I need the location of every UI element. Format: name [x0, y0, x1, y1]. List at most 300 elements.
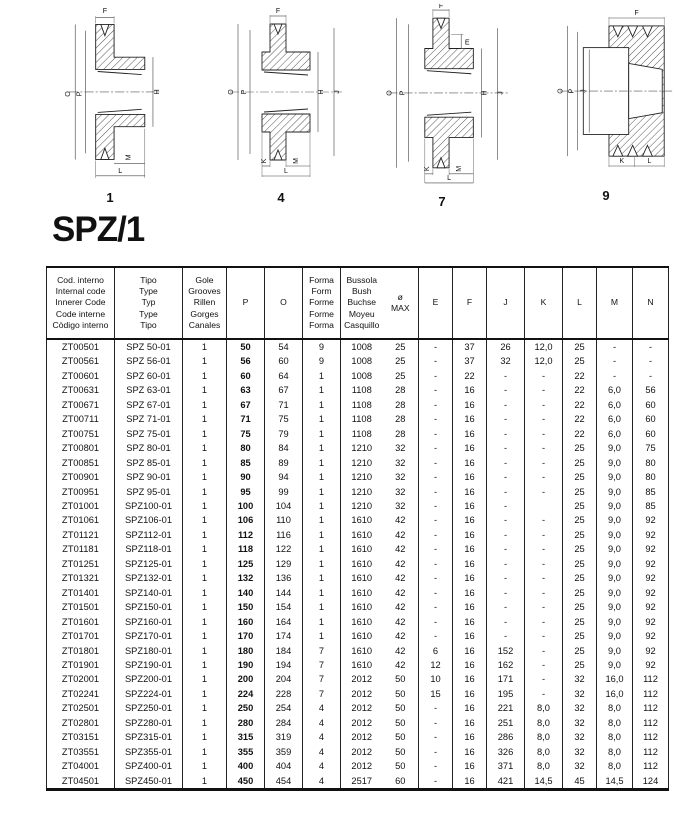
cell: 50 — [383, 701, 419, 715]
cell: 8,0 — [525, 701, 563, 715]
table-row — [47, 774, 669, 790]
cell: 132 — [227, 571, 265, 585]
cell: ZT03151 — [47, 730, 115, 744]
cell: 112 — [633, 687, 669, 701]
figure-number-7: 7 — [438, 194, 446, 209]
cell: 16 — [453, 485, 487, 499]
cell: 112 — [633, 701, 669, 715]
cell: 9 — [303, 354, 341, 368]
cell: - — [525, 485, 563, 499]
cell: 25 — [563, 354, 597, 368]
cell: 54 — [265, 339, 303, 354]
cell: - — [487, 398, 525, 412]
cell: 50 — [383, 745, 419, 759]
cell: 64 — [265, 369, 303, 383]
cell: 85 — [633, 499, 669, 513]
cell: 28 — [383, 398, 419, 412]
figure-number-1: 1 — [106, 190, 114, 205]
cell: 42 — [383, 644, 419, 658]
figure-number-9: 9 — [602, 188, 610, 203]
cell: ZT04001 — [47, 759, 115, 773]
cell: 1008 — [341, 339, 383, 354]
cell: 110 — [265, 513, 303, 527]
cell: 9,0 — [597, 586, 633, 600]
cell: - — [487, 369, 525, 383]
cell: 16 — [453, 701, 487, 715]
cell: 122 — [265, 542, 303, 556]
cell: 32 — [383, 441, 419, 455]
cell: 2517 — [341, 774, 383, 790]
cell: 6,0 — [597, 398, 633, 412]
cell: 22 — [563, 398, 597, 412]
cell: 25 — [563, 456, 597, 470]
cell: 25 — [563, 658, 597, 672]
svg-text:L: L — [447, 174, 452, 182]
cell: 32 — [563, 672, 597, 686]
cell: 25 — [383, 339, 419, 354]
cell: - — [419, 774, 453, 790]
cell: - — [419, 730, 453, 744]
cell: - — [525, 470, 563, 484]
cell: - — [419, 485, 453, 499]
cell: 16 — [453, 615, 487, 629]
cell: - — [633, 339, 669, 354]
cell: 90 — [227, 470, 265, 484]
cell: - — [419, 456, 453, 470]
cell: SPZ132-01 — [115, 571, 183, 585]
cell: 80 — [633, 456, 669, 470]
cell: 92 — [633, 571, 669, 585]
svg-text:J: J — [580, 89, 588, 93]
cell: 1 — [303, 470, 341, 484]
svg-text:L: L — [647, 158, 652, 166]
cell: 85 — [633, 485, 669, 499]
cell: - — [525, 672, 563, 686]
svg-text:M: M — [293, 158, 300, 164]
cell: 4 — [303, 730, 341, 744]
cell: 1 — [183, 441, 227, 455]
spec-table — [46, 266, 669, 791]
cell: 14,5 — [597, 774, 633, 790]
cell: 25 — [563, 586, 597, 600]
table-header — [47, 267, 669, 339]
cell: 28 — [383, 383, 419, 397]
cell: 67 — [227, 398, 265, 412]
cell: - — [419, 339, 453, 354]
cell: 50 — [383, 730, 419, 744]
cell: 16 — [453, 730, 487, 744]
cell: - — [597, 339, 633, 354]
cell: 106 — [227, 513, 265, 527]
cell: 1 — [183, 730, 227, 744]
cell: 454 — [265, 774, 303, 790]
cell: 94 — [265, 470, 303, 484]
cell: - — [419, 701, 453, 715]
cell: 1 — [183, 615, 227, 629]
cell: 56 — [633, 383, 669, 397]
table-row — [47, 441, 669, 455]
cell: 9,0 — [597, 615, 633, 629]
cell: 32 — [563, 759, 597, 773]
cell: - — [419, 759, 453, 773]
figure-form-4 — [206, 4, 356, 205]
cell: 1 — [183, 658, 227, 672]
cell: 1210 — [341, 441, 383, 455]
cell: ZT01601 — [47, 615, 115, 629]
cell: 9 — [303, 339, 341, 354]
cell: 16 — [453, 499, 487, 513]
cell: 1 — [303, 383, 341, 397]
cell: - — [525, 383, 563, 397]
pulley-drawing-form-7-icon — [366, 4, 518, 188]
figures-row — [0, 4, 680, 214]
cell: 1008 — [341, 354, 383, 368]
cell: 160 — [227, 615, 265, 629]
cell: 1 — [183, 369, 227, 383]
cell: 42 — [383, 600, 419, 614]
cell: - — [525, 687, 563, 701]
col-header-code: Cod. interno Internal code Innerer Code Code interne Còdigo interno — [47, 267, 115, 339]
svg-text:H: H — [153, 89, 162, 95]
cell: 254 — [265, 701, 303, 715]
cell: 84 — [265, 441, 303, 455]
cell: 80 — [227, 441, 265, 455]
cell: 8,0 — [597, 716, 633, 730]
cell: 200 — [227, 672, 265, 686]
cell: 116 — [265, 528, 303, 542]
pulley-drawing-form-4-icon — [206, 4, 356, 184]
cell: 99 — [265, 485, 303, 499]
col-header-f: F — [453, 267, 487, 339]
cell: 9,0 — [597, 485, 633, 499]
svg-text:M: M — [456, 165, 464, 172]
cell: ZT02001 — [47, 672, 115, 686]
cell: 404 — [265, 759, 303, 773]
cell: 92 — [633, 586, 669, 600]
cell: 1610 — [341, 600, 383, 614]
cell: SPZ125-01 — [115, 557, 183, 571]
cell: 100 — [227, 499, 265, 513]
cell: 16 — [453, 542, 487, 556]
cell: 1 — [303, 412, 341, 426]
cell: 26 — [487, 339, 525, 354]
cell: 1 — [183, 485, 227, 499]
svg-text:J: J — [497, 91, 505, 95]
svg-text:F: F — [438, 4, 444, 11]
cell: 50 — [383, 672, 419, 686]
cell: - — [487, 470, 525, 484]
cell: 2012 — [341, 730, 383, 744]
cell: 16 — [453, 513, 487, 527]
cell: 9,0 — [597, 528, 633, 542]
cell: 71 — [265, 398, 303, 412]
cell: SPZ 85-01 — [115, 456, 183, 470]
cell: 60 — [227, 369, 265, 383]
cell: - — [487, 513, 525, 527]
table-row — [47, 427, 669, 441]
cell: 8,0 — [525, 730, 563, 744]
cell: - — [525, 600, 563, 614]
cell: 32 — [563, 730, 597, 744]
table-row — [47, 528, 669, 542]
cell: 112 — [633, 745, 669, 759]
cell: 80 — [633, 470, 669, 484]
cell: 25 — [563, 615, 597, 629]
table-row — [47, 383, 669, 397]
cell: 1610 — [341, 513, 383, 527]
cell: ZT00561 — [47, 354, 115, 368]
svg-text:F: F — [634, 10, 639, 18]
cell: - — [419, 629, 453, 643]
cell: 42 — [383, 513, 419, 527]
cell: 16 — [453, 745, 487, 759]
cell: - — [419, 716, 453, 730]
cell: 32 — [563, 745, 597, 759]
cell: 1 — [183, 571, 227, 585]
table-row — [47, 354, 669, 368]
cell: 1 — [303, 513, 341, 527]
table-row — [47, 542, 669, 556]
cell: 7 — [303, 644, 341, 658]
cell: SPZ 80-01 — [115, 441, 183, 455]
cell: 16 — [453, 658, 487, 672]
cell: 8,0 — [525, 759, 563, 773]
cell: - — [487, 615, 525, 629]
cell: 16 — [453, 412, 487, 426]
cell: 319 — [265, 730, 303, 744]
cell: 6,0 — [597, 412, 633, 426]
cell: - — [419, 383, 453, 397]
cell: 4 — [303, 701, 341, 715]
cell: 250 — [227, 701, 265, 715]
svg-text:K: K — [619, 158, 625, 166]
cell: 16 — [453, 383, 487, 397]
cell: 2012 — [341, 672, 383, 686]
table-row — [47, 745, 669, 759]
cell: SPZ224-01 — [115, 687, 183, 701]
cell: 152 — [487, 644, 525, 658]
cell: 1 — [183, 427, 227, 441]
cell: ZT00901 — [47, 470, 115, 484]
cell: 60 — [633, 412, 669, 426]
cell: 1008 — [341, 369, 383, 383]
cell: - — [419, 557, 453, 571]
cell: - — [419, 615, 453, 629]
cell: 16 — [453, 759, 487, 773]
cell: - — [419, 398, 453, 412]
svg-text:K: K — [423, 166, 431, 172]
col-header-k: K — [525, 267, 563, 339]
table-row — [47, 398, 669, 412]
cell: 2012 — [341, 701, 383, 715]
cell: 9,0 — [597, 629, 633, 643]
cell: 1 — [183, 586, 227, 600]
cell: - — [487, 456, 525, 470]
cell: 8,0 — [525, 745, 563, 759]
svg-text:F: F — [102, 7, 108, 16]
cell: ZT01181 — [47, 542, 115, 556]
cell: SPZ160-01 — [115, 615, 183, 629]
cell: 50 — [227, 339, 265, 354]
cell: 1 — [183, 745, 227, 759]
cell: - — [419, 412, 453, 426]
cell: 14,5 — [525, 774, 563, 790]
cell: 1 — [303, 629, 341, 643]
cell: 315 — [227, 730, 265, 744]
cell: - — [419, 369, 453, 383]
cell: 42 — [383, 586, 419, 600]
svg-text:K: K — [261, 158, 268, 164]
table-row — [47, 701, 669, 715]
cell: 112 — [633, 672, 669, 686]
cell: 37 — [453, 339, 487, 354]
cell: 1 — [183, 774, 227, 790]
cell: ZT00601 — [47, 369, 115, 383]
cell: ZT04501 — [47, 774, 115, 790]
cell: 16 — [453, 398, 487, 412]
cell: 32 — [383, 470, 419, 484]
cell: 221 — [487, 701, 525, 715]
cell: 112 — [227, 528, 265, 542]
cell: 112 — [633, 716, 669, 730]
cell: 1 — [303, 456, 341, 470]
cell: 144 — [265, 586, 303, 600]
cell: 16 — [453, 557, 487, 571]
cell: 25 — [563, 470, 597, 484]
cell: 79 — [265, 427, 303, 441]
table-row — [47, 672, 669, 686]
cell: - — [419, 441, 453, 455]
cell: 140 — [227, 586, 265, 600]
cell: - — [525, 629, 563, 643]
cell: 32 — [487, 354, 525, 368]
cell: ZT01401 — [47, 586, 115, 600]
cell: - — [419, 427, 453, 441]
cell: - — [419, 470, 453, 484]
cell: ZT00631 — [47, 383, 115, 397]
cell: 92 — [633, 542, 669, 556]
cell: 9,0 — [597, 499, 633, 513]
cell: 25 — [563, 600, 597, 614]
cell: 1 — [303, 586, 341, 600]
cell: 32 — [563, 687, 597, 701]
cell: 1 — [183, 629, 227, 643]
cell: 25 — [563, 485, 597, 499]
cell: 421 — [487, 774, 525, 790]
cell: 1 — [183, 412, 227, 426]
cell: 89 — [265, 456, 303, 470]
cell: SPZ190-01 — [115, 658, 183, 672]
cell: 1210 — [341, 485, 383, 499]
table-row — [47, 571, 669, 585]
cell: SPZ170-01 — [115, 629, 183, 643]
cell: 1108 — [341, 412, 383, 426]
cell: 16 — [453, 427, 487, 441]
cell: 359 — [265, 745, 303, 759]
pulley-drawing-form-1-icon — [38, 4, 182, 184]
cell: ZT01701 — [47, 629, 115, 643]
cell: 2012 — [341, 716, 383, 730]
cell: 92 — [633, 629, 669, 643]
cell: - — [525, 586, 563, 600]
cell: 1610 — [341, 542, 383, 556]
cell: 1 — [303, 528, 341, 542]
cell: 228 — [265, 687, 303, 701]
cell: ZT02241 — [47, 687, 115, 701]
cell: - — [525, 441, 563, 455]
cell: 1210 — [341, 470, 383, 484]
cell: - — [525, 658, 563, 672]
cell: 42 — [383, 629, 419, 643]
cell: 1 — [183, 456, 227, 470]
cell: ZT01251 — [47, 557, 115, 571]
cell: 45 — [563, 774, 597, 790]
cell: 1 — [303, 600, 341, 614]
cell: 63 — [227, 383, 265, 397]
col-header-n: N — [633, 267, 669, 339]
cell: 1 — [303, 542, 341, 556]
cell: 1610 — [341, 586, 383, 600]
table-row — [47, 557, 669, 571]
cell: 10 — [419, 672, 453, 686]
cell: 16 — [453, 441, 487, 455]
cell: 71 — [227, 412, 265, 426]
cell: 67 — [265, 383, 303, 397]
cell: 42 — [383, 557, 419, 571]
cell: - — [525, 513, 563, 527]
cell: 25 — [563, 644, 597, 658]
cell: 12 — [419, 658, 453, 672]
cell: 1 — [303, 557, 341, 571]
cell: 16,0 — [597, 672, 633, 686]
cell: SPZ400-01 — [115, 759, 183, 773]
cell: 184 — [265, 644, 303, 658]
cell: 150 — [227, 600, 265, 614]
cell: - — [487, 600, 525, 614]
cell: 60 — [383, 774, 419, 790]
table-row — [47, 730, 669, 744]
cell: SPZ 95-01 — [115, 485, 183, 499]
cell: SPZ280-01 — [115, 716, 183, 730]
cell: 25 — [563, 339, 597, 354]
col-header-type: Tipo Type Typ Type Tipo — [115, 267, 183, 339]
cell: SPZ315-01 — [115, 730, 183, 744]
cell: SPZ150-01 — [115, 600, 183, 614]
cell: 32 — [383, 456, 419, 470]
cell: 22 — [563, 427, 597, 441]
cell: 16 — [453, 600, 487, 614]
cell: 16 — [453, 644, 487, 658]
cell: 95 — [227, 485, 265, 499]
cell: 1610 — [341, 557, 383, 571]
cell: 9,0 — [597, 441, 633, 455]
cell: - — [487, 542, 525, 556]
cell: 164 — [265, 615, 303, 629]
cell: 25 — [383, 354, 419, 368]
cell: SPZ 67-01 — [115, 398, 183, 412]
cell: 7 — [303, 672, 341, 686]
cell: - — [525, 398, 563, 412]
col-header-bush: Bussola Bush Buchse Moyeu Casquillo — [341, 267, 383, 339]
cell: - — [419, 586, 453, 600]
cell: ZT01001 — [47, 499, 115, 513]
cell: 22 — [453, 369, 487, 383]
cell: 92 — [633, 513, 669, 527]
col-header-e: E — [419, 267, 453, 339]
cell: 180 — [227, 644, 265, 658]
svg-text:O: O — [557, 88, 565, 94]
cell: 42 — [383, 528, 419, 542]
